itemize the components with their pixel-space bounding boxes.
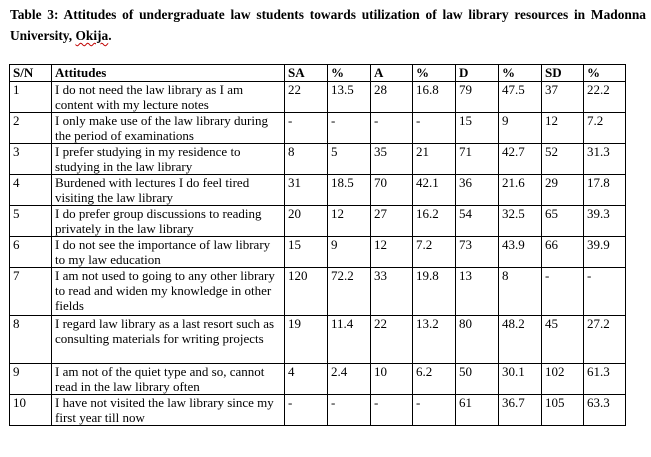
cell-sd: 12 [542, 113, 584, 144]
table-row [10, 206, 626, 237]
cell-sd: 105 [542, 395, 584, 426]
table-row [10, 237, 626, 268]
cell-sd: 52 [542, 144, 584, 175]
cell-a: 22 [371, 316, 413, 364]
cell-d: 73 [456, 237, 499, 268]
cell-sa-percent: 9 [328, 237, 371, 268]
cell-sa: 120 [285, 268, 328, 316]
cell-d-percent: 48.2 [499, 316, 542, 364]
table-row [10, 175, 626, 206]
cell-sa-percent: 18.5 [328, 175, 371, 206]
header-d-percent: % [499, 65, 542, 82]
cell-attitude: I have not visited the law library since my first year till now [52, 395, 285, 426]
cell-sd-percent: 39.3 [584, 206, 626, 237]
header-sd-percent: % [584, 65, 626, 82]
cell-d-percent: 47.5 [499, 82, 542, 113]
cell-sa: - [285, 395, 328, 426]
cell-sa-percent: 12 [328, 206, 371, 237]
cell-a-percent: 16.8 [413, 82, 456, 113]
cell-d: 54 [456, 206, 499, 237]
cell-attitude: I do not need the law library as I am content with my lecture notes [52, 82, 285, 113]
cell-sa: 20 [285, 206, 328, 237]
cell-attitude: I do prefer group discussions to reading privately in the law library [52, 206, 285, 237]
cell-d-percent: 21.6 [499, 175, 542, 206]
cell-sd-percent: 27.2 [584, 316, 626, 364]
cell-d-percent: 36.7 [499, 395, 542, 426]
table-row [10, 316, 626, 364]
cell-a-percent: 7.2 [413, 237, 456, 268]
cell-d: 71 [456, 144, 499, 175]
cell-a-percent: 42.1 [413, 175, 456, 206]
cell-sn: 7 [10, 268, 52, 316]
cell-sn: 8 [10, 316, 52, 364]
cell-d: 79 [456, 82, 499, 113]
cell-sa-percent: 11.4 [328, 316, 371, 364]
cell-d: 61 [456, 395, 499, 426]
cell-d-percent: 42.7 [499, 144, 542, 175]
cell-sn: 10 [10, 395, 52, 426]
cell-sd-percent: 17.8 [584, 175, 626, 206]
table-caption [10, 4, 646, 46]
cell-attitude: I prefer studying in my residence to studying in the law library [52, 144, 285, 175]
cell-sd: 37 [542, 82, 584, 113]
cell-sa-percent: 5 [328, 144, 371, 175]
cell-a: 35 [371, 144, 413, 175]
cell-a-percent: 6.2 [413, 364, 456, 395]
cell-a-percent: - [413, 395, 456, 426]
caption-text: Table 3: Attitudes of undergraduate law students towards utilization of law library resources in Madonna University, [10, 7, 646, 43]
cell-sd-percent: 22.2 [584, 82, 626, 113]
cell-d: 15 [456, 113, 499, 144]
header-sa: SA [285, 65, 328, 82]
cell-sd-percent: 63.3 [584, 395, 626, 426]
cell-sa-percent: 13.5 [328, 82, 371, 113]
cell-sn: 1 [10, 82, 52, 113]
cell-sd-percent: 61.3 [584, 364, 626, 395]
cell-a: - [371, 113, 413, 144]
cell-sa: 19 [285, 316, 328, 364]
cell-a: 28 [371, 82, 413, 113]
cell-sd-percent: 31.3 [584, 144, 626, 175]
cell-sa: 8 [285, 144, 328, 175]
cell-sa: 4 [285, 364, 328, 395]
cell-sn: 3 [10, 144, 52, 175]
table-row [10, 364, 626, 395]
table-row [10, 395, 626, 426]
cell-sn: 4 [10, 175, 52, 206]
cell-d: 50 [456, 364, 499, 395]
table-row [10, 113, 626, 144]
cell-sa-percent: 2.4 [328, 364, 371, 395]
cell-sd-percent: 7.2 [584, 113, 626, 144]
cell-d-percent: 32.5 [499, 206, 542, 237]
cell-d-percent: 30.1 [499, 364, 542, 395]
cell-attitude: I do not see the importance of law library to my law education [52, 237, 285, 268]
cell-sa: 22 [285, 82, 328, 113]
cell-attitude: I regard law library as a last resort such as consulting materials for writing projects [52, 316, 285, 364]
cell-d: 13 [456, 268, 499, 316]
cell-d-percent: 43.9 [499, 237, 542, 268]
cell-sd-percent: - [584, 268, 626, 316]
cell-sd-percent: 39.9 [584, 237, 626, 268]
cell-sa: - [285, 113, 328, 144]
caption-place-name: Okija [75, 28, 109, 43]
header-d: D [456, 65, 499, 82]
header-attitudes: Attitudes [52, 65, 285, 82]
cell-d: 80 [456, 316, 499, 364]
cell-a-percent: 16.2 [413, 206, 456, 237]
attitudes-table [9, 64, 626, 426]
cell-a: 12 [371, 237, 413, 268]
cell-sn: 6 [10, 237, 52, 268]
cell-a: 27 [371, 206, 413, 237]
cell-sa: 15 [285, 237, 328, 268]
cell-a-percent: 21 [413, 144, 456, 175]
cell-a-percent: 13.2 [413, 316, 456, 364]
caption-period: . [108, 28, 112, 43]
cell-a-percent: - [413, 113, 456, 144]
cell-d-percent: 9 [499, 113, 542, 144]
cell-sn: 5 [10, 206, 52, 237]
header-a-percent: % [413, 65, 456, 82]
table-row [10, 144, 626, 175]
table-row [10, 82, 626, 113]
table-header-row [10, 65, 626, 82]
cell-sn: 2 [10, 113, 52, 144]
header-sd: SD [542, 65, 584, 82]
table-row [10, 268, 626, 316]
cell-a: 10 [371, 364, 413, 395]
cell-a: 70 [371, 175, 413, 206]
cell-attitude: I only make use of the law library during the period of examinations [52, 113, 285, 144]
cell-sa-percent: - [328, 395, 371, 426]
cell-attitude: I am not used to going to any other library to read and widen my knowledge in other fields [52, 268, 285, 316]
cell-sa: 31 [285, 175, 328, 206]
header-a: A [371, 65, 413, 82]
cell-attitude: Burdened with lectures I do feel tired visiting the law library [52, 175, 285, 206]
cell-a: - [371, 395, 413, 426]
header-sa-percent: % [328, 65, 371, 82]
cell-sd: 45 [542, 316, 584, 364]
cell-sa-percent: - [328, 113, 371, 144]
cell-sd: 29 [542, 175, 584, 206]
cell-sd: 65 [542, 206, 584, 237]
cell-a-percent: 19.8 [413, 268, 456, 316]
cell-sa-percent: 72.2 [328, 268, 371, 316]
cell-a: 33 [371, 268, 413, 316]
cell-sn: 9 [10, 364, 52, 395]
cell-d: 36 [456, 175, 499, 206]
header-sn: S/N [10, 65, 52, 82]
cell-attitude: I am not of the quiet type and so, cannot read in the law library often [52, 364, 285, 395]
cell-d-percent: 8 [499, 268, 542, 316]
cell-sd: - [542, 268, 584, 316]
cell-sd: 66 [542, 237, 584, 268]
cell-sd: 102 [542, 364, 584, 395]
